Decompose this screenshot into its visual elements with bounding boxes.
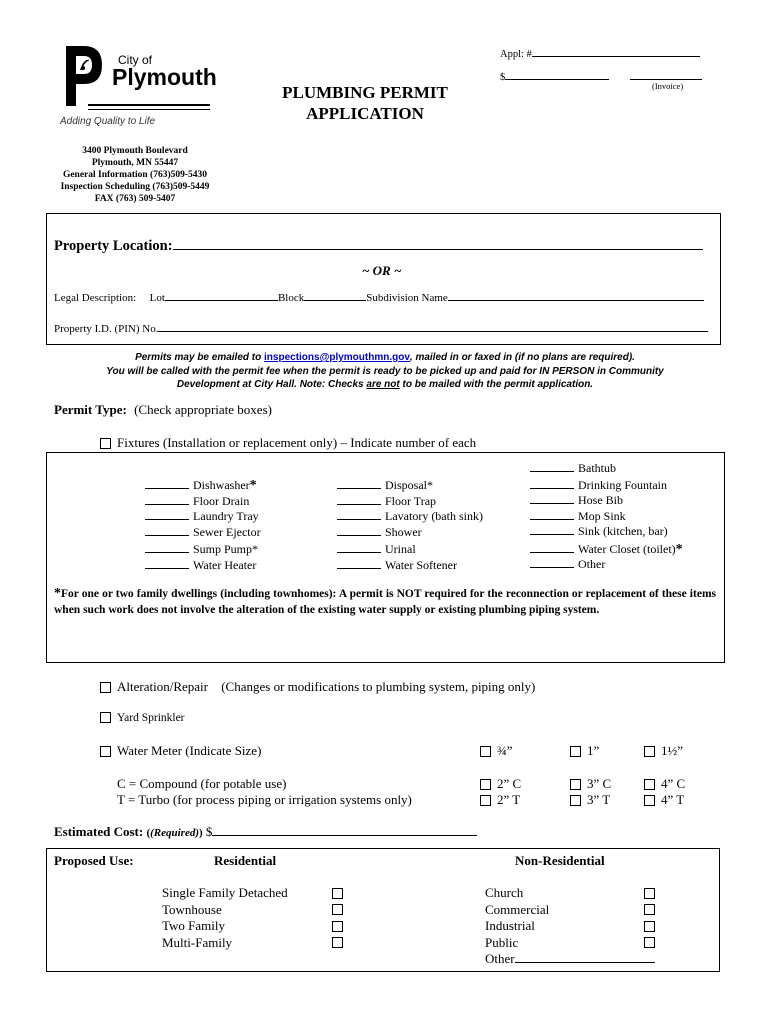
address-line: Inspection Scheduling (763)509-5449 (60, 182, 210, 192)
fixture-item[interactable]: Laundry Tray (145, 509, 261, 525)
address-line: 3400 Plymouth Boulevard (82, 146, 188, 156)
fixture-item[interactable]: Floor Trap (337, 494, 483, 510)
nonresidential-item[interactable]: Public (485, 934, 519, 950)
fixture-item[interactable]: Disposal* (337, 478, 483, 494)
pin-field[interactable] (158, 320, 708, 332)
logo-tagline: Adding Quality to Life (60, 116, 156, 127)
fixture-item[interactable]: Sink (kitchen, bar) (530, 524, 683, 540)
water-meter-option[interactable]: Water Meter (Indicate Size) (100, 743, 261, 759)
meter-size-option[interactable]: 2” T (480, 792, 520, 808)
fixture-item[interactable]: Lavatory (bath sink) (337, 509, 483, 525)
plymouth-p-logo-icon (64, 44, 104, 108)
address-line: General Information (763)509-5430 (62, 170, 208, 180)
residential-checkbox[interactable] (332, 937, 343, 948)
fixture-item[interactable]: Sump Pump* (145, 542, 261, 558)
nonresidential-item[interactable]: Industrial (485, 918, 535, 933)
meter-size-option[interactable]: 1½” (644, 743, 683, 759)
logo-rule (88, 104, 210, 110)
fixture-item[interactable]: Drinking Fountain (530, 478, 683, 494)
permit-type-heading: Permit Type: (Check appropriate boxes) (54, 402, 272, 417)
address-line: FAX (763) 509-5407 (94, 194, 176, 204)
nonresidential-item[interactable]: Commercial (485, 901, 550, 917)
residential-checkbox[interactable] (332, 888, 343, 899)
fixtures-option[interactable]: Fixtures (Installation or replacement only) – Indicate number of each (100, 435, 476, 451)
logo-city-of: City of (118, 53, 153, 67)
sprinkler-option[interactable]: Yard Sprinkler (100, 712, 185, 724)
alteration-option[interactable]: Alteration/Repair (Changes or modifications to plumbing system, piping only) (100, 679, 535, 695)
sprinkler-checkbox[interactable] (100, 712, 111, 723)
property-location-field[interactable]: Property Location: (54, 236, 703, 255)
fixture-item[interactable]: Water Closet (toilet)* (530, 542, 683, 558)
nonresidential-checkboxes (644, 885, 661, 951)
residential-list (162, 885, 288, 951)
fixture-item[interactable]: Shower (337, 525, 483, 541)
nonresidential-item[interactable]: Church (485, 885, 524, 900)
water-meter-checkbox[interactable] (100, 746, 111, 757)
nonresidential-list (485, 885, 655, 968)
fixture-item[interactable]: Water Heater (145, 558, 261, 574)
nonresidential-checkbox[interactable] (644, 937, 655, 948)
appl-number-field[interactable]: Appl: # (500, 45, 700, 60)
fixture-item[interactable]: Water Softener (337, 558, 483, 574)
meter-size-option[interactable]: 2” C (480, 776, 521, 792)
meter-size-option[interactable]: 4” T (644, 792, 684, 808)
fixtures-col-3 (530, 461, 683, 573)
meter-size-option[interactable]: 1” (570, 743, 599, 759)
compound-note: C = Compound (for potable use) (117, 776, 287, 791)
proposed-use-label: Proposed Use: (54, 853, 134, 868)
fixture-item[interactable]: Mop Sink (530, 509, 683, 525)
fixtures-col-2 (337, 478, 483, 573)
residential-checkboxes (332, 885, 349, 951)
subdivision-field[interactable] (448, 289, 704, 301)
invoice-label: (Invoice) (652, 81, 684, 91)
city-logo (60, 44, 220, 134)
estimated-cost-field[interactable]: Estimated Cost: ((Required)) $ (54, 824, 477, 840)
meter-size-option[interactable]: 3” T (570, 792, 610, 808)
fixture-item[interactable]: Dishwasher* (145, 478, 261, 494)
logo-name: Plymouth (112, 64, 217, 90)
fixture-item[interactable]: Hose Bib (530, 493, 683, 509)
legal-description-row: Legal Description: Lot Block Subdivision Name (54, 289, 704, 304)
meter-size-option[interactable]: ¾” (480, 743, 513, 759)
email-link[interactable]: inspections@plymouthmn.gov (264, 352, 410, 363)
residential-item[interactable]: Two Family (162, 918, 226, 933)
page-title: PLUMBING PERMIT APPLICATION (282, 83, 448, 123)
address-line: Plymouth, MN 55447 (91, 158, 179, 168)
fixture-item[interactable]: Urinal (337, 542, 483, 558)
fixture-item[interactable]: Sewer Ejector (145, 525, 261, 541)
fixtures-footnote: *For one or two family dwellings (including townhomes): A permit is NOT required for the reconnection or replacement of these items when such work does not involve the alteration of the existing water supply or existing plumbing piping system. (54, 586, 716, 616)
residential-item[interactable]: Multi-Family (162, 934, 233, 950)
residential-checkbox[interactable] (332, 921, 343, 932)
residential-item[interactable]: Single Family Detached (162, 885, 288, 900)
nonresidential-checkbox[interactable] (644, 888, 655, 899)
or-separator: ~ OR ~ (362, 263, 402, 278)
nonresidential-checkbox[interactable] (644, 921, 655, 932)
city-address (40, 145, 230, 205)
submission-notice: Permits may be emailed to inspections@plymouthmn.gov, mailed in or faxed in (if no plans are required). You will be called with the permit fee when the permit is ready to be picked up and paid for IN PERSON in Community Development at City Hall. Note: Checks are not to be mailed with the permit application. (106, 352, 664, 390)
fee-field[interactable]: $ (500, 68, 609, 83)
lot-field[interactable] (165, 289, 278, 301)
residential-checkbox[interactable] (332, 904, 343, 915)
block-field[interactable] (304, 289, 366, 301)
pin-row: Property I.D. (PIN) No. (54, 320, 708, 335)
meter-size-option[interactable]: 4” C (644, 776, 685, 792)
fixtures-checkbox[interactable] (100, 438, 111, 449)
residential-header: Residential (214, 853, 277, 868)
turbo-note: T = Turbo (for process piping or irrigation systems only) (117, 792, 412, 807)
fixture-item[interactable]: Floor Drain (145, 494, 261, 510)
residential-item[interactable]: Townhouse (162, 901, 222, 917)
fixtures-col-1 (145, 478, 261, 573)
fixture-item[interactable]: Other (530, 557, 683, 573)
fixture-item[interactable]: Bathtub (530, 461, 683, 477)
nonresidential-other[interactable]: Other (485, 951, 655, 968)
nonresidential-checkbox[interactable] (644, 904, 655, 915)
nonresidential-header: Non-Residential (515, 853, 605, 868)
alteration-checkbox[interactable] (100, 682, 111, 693)
meter-size-option[interactable]: 3” C (570, 776, 611, 792)
